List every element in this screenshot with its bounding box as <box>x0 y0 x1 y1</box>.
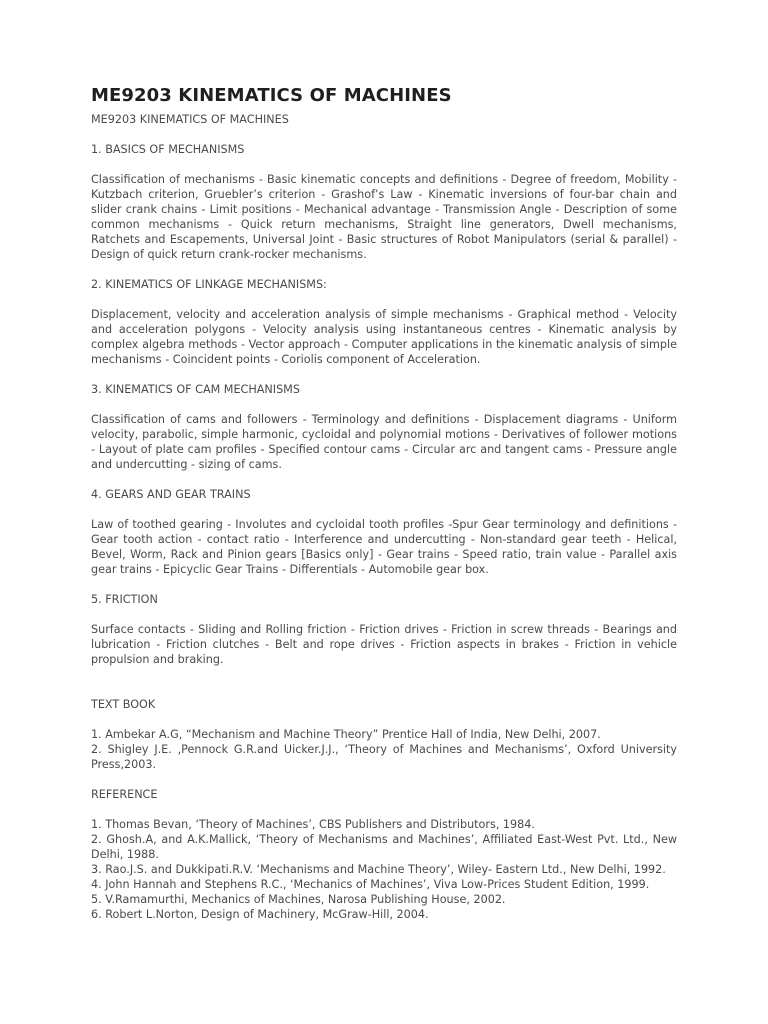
unit-1-body: Classification of mechanisms - Basic kinematic concepts and definitions - Degree of freedom, Mobility - Kutzbach criterion, Gruebler’s criterion - Grashof’s Law - Kinematic inversions of four-bar chain and slider crank chains - Limit positions - Mechanical advantage - Transmission Angle - Description of some common mechanisms - Quick return mechanisms, Straight line generators, Dwell mechanisms, Ratchets and Escapements, Universal Joint - Basic structures of Robot Manipulators (serial & parallel) - Design of quick return crank-rocker mechanisms. <box>91 173 677 261</box>
unit-1-heading: 1. BASICS OF MECHANISMS <box>91 143 245 156</box>
reference-item: 6. Robert L.Norton, Design of Machinery, McGraw-Hill, 2004. <box>91 908 429 921</box>
unit-4-section <box>91 487 677 577</box>
reference-list <box>91 817 677 922</box>
unit-2-section <box>91 277 677 367</box>
unit-5-heading: 5. FRICTION <box>91 593 158 606</box>
unit-4-body: Law of toothed gearing - Involutes and cycloidal tooth profiles -Spur Gear terminology and definitions - Gear tooth action - contact ratio - Interference and undercutting - Non-standard gear teeth - Helical, Bevel, Worm, Rack and Pinion gears [Basics only] - Gear trains - Speed ratio, train value - Parallel axis gear trains - Epicyclic Gear Trains - Differentials - Automobile gear box. <box>91 518 677 576</box>
unit-4-heading: 4. GEARS AND GEAR TRAINS <box>91 488 251 501</box>
text-book-heading: TEXT BOOK <box>91 698 156 711</box>
unit-2-heading: 2. KINEMATICS OF LINKAGE MECHANISMS: <box>91 278 327 291</box>
text-book-section <box>91 697 677 772</box>
unit-2-body: Displacement, velocity and acceleration analysis of simple mechanisms - Graphical method - Velocity and acceleration polygons - Velocity analysis using instantaneous centres - Kinematic analysis by complex algebra methods - Vector approach - Computer applications in the kinematic analysis of simple mechanisms - Coincident points - Coriolis component of Acceleration. <box>91 308 677 366</box>
text-book-list <box>91 727 677 772</box>
reference-item: 1. Thomas Bevan, ‘Theory of Machines’, CBS Publishers and Distributors, 1984. <box>91 818 535 831</box>
reference-item: 3. Rao.J.S. and Dukkipati.R.V. ‘Mechanisms and Machine Theory’, Wiley- Eastern Ltd., New Delhi, 1992. <box>91 863 666 876</box>
unit-3-body: Classification of cams and followers - Terminology and definitions - Displacement diagrams - Uniform velocity, parabolic, simple harmonic, cycloidal and polynomial motions - Derivatives of follower motions - Layout of plate cam profiles - Specified contour cams - Circular arc and tangent cams - Pressure angle and undercutting - sizing of cams. <box>91 413 677 471</box>
unit-3-section <box>91 382 677 472</box>
unit-1-section <box>91 142 677 262</box>
reference-item: 4. John Hannah and Stephens R.C., ‘Mechanics of Machines’, Viva Low-Prices Student Edition, 1999. <box>91 878 650 891</box>
unit-5-body: Surface contacts - Sliding and Rolling friction - Friction drives - Friction in screw threads - Bearings and lubrication - Friction clutches - Belt and rope drives - Friction aspects in brakes - Friction in vehicle propulsion and braking. <box>91 623 677 666</box>
text-book-item: 2. Shigley J.E. ,Pennock G.R.and Uicker.J.J., ‘Theory of Machines and Mechanisms’, Oxford University Press,2003. <box>91 743 677 771</box>
text-book-item: 1. Ambekar A.G, “Mechanism and Machine Theory” Prentice Hall of India, New Delhi, 2007. <box>91 728 601 741</box>
reference-section <box>91 787 677 922</box>
reference-heading: REFERENCE <box>91 788 158 801</box>
document-subtitle: ME9203 KINEMATICS OF MACHINES <box>91 113 289 126</box>
reference-item: 5. V.Ramamurthi, Mechanics of Machines, Narosa Publishing House, 2002. <box>91 893 506 906</box>
reference-item: 2. Ghosh.A, and A.K.Mallick, ‘Theory of Mechanisms and Machines’, Affiliated East-West Pvt. Ltd., New Delhi, 1988. <box>91 833 677 861</box>
unit-5-section <box>91 592 677 667</box>
document-title: ME9203 KINEMATICS OF MACHINES <box>91 85 452 106</box>
unit-3-heading: 3. KINEMATICS OF CAM MECHANISMS <box>91 383 300 396</box>
